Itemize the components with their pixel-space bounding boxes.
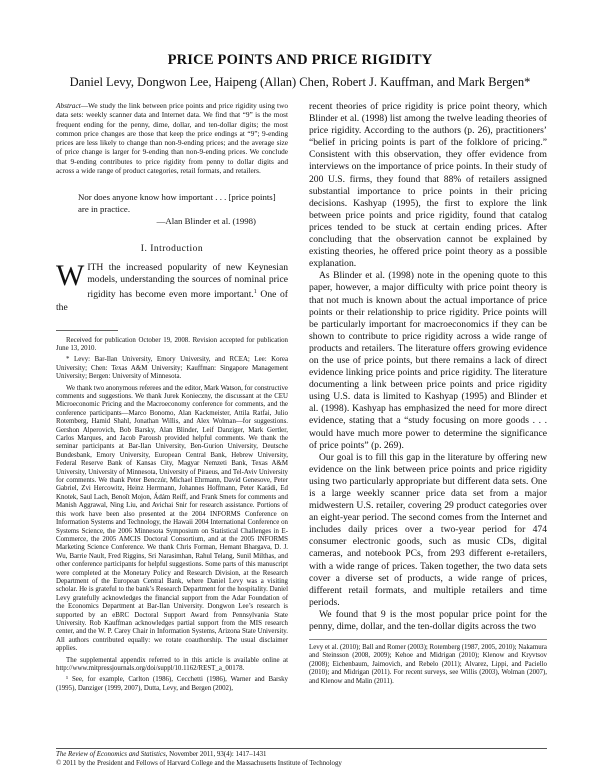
epigraph-attribution: —Alan Blinder et al. (1998) [156,216,256,227]
journal-issue: , November 2011, 93(4): 1417–1431 [165,751,267,758]
left-column [56,101,288,696]
intro-lead: ITH the increased popularity of new Keynesian models, understanding the sources of nominal price rigidity has become even more important. [87,262,288,301]
footnote-marker: 1 [253,289,257,296]
abstract-text: —We study the link between price points and price rigidity using two data sets: weekly scanner data and Internet data. We find that “9” is the most frequent ending for the penny, dime, dollar, and ten-dollar digits; the most common price changes are those that keep the price endings at “9”; 9-ending prices are less likely to change than non-9-ending prices; and the average size of price change is larger for 9-ending than non-9-ending prices. We conclude that 9-ending contributes to price rigidity from penny to dollar digits and across a wide range of product categories, retail formats, and retailers. [56,101,288,176]
body-paragraph-1: recent theories of price rigidity is price point theory, which Blinder et al. (1998) list among the twelve leading theories of price rigidity. According to the authors (p. 26), practitioners’ “belief in pricing points is part of the folklore of pricing.” Consistent with this observation, they offer evidence from interviews on the importance of price points. In their study of 200 U.S. firms, they found that 88% of retailers assigned substantial importance to price points in their pricing decisions. Kashyap (1995), the first to explore the link between price points and price rigidity, found that catalog prices tended to be stuck at certain ending prices. After concluding that the observation cannot be explained by existing theories, he offered price point theory as a possible explanation. [309,101,547,270]
epigraph-quote: Nor does anyone know how important . . . [price points] are in practice. [78,192,276,215]
intro-paragraph [56,259,288,313]
body-paragraph-2: As Blinder et al. (1998) note in the opening quote to this paper, however, a major difficulty with price point theory is that not much is known about the actual importance of price points or their relationship to price rigidity. Price points will be particularly important for macroeconomics if they can be shown to contribute to price rigidity across a wide range of products and retailers. The literature offers growing evidence on the use of price points, but there remains a lack of direct evidence linking price points and price rigidity. The literature documenting a link between price points and price rigidity using U.S. data is limited to Kashyap (1995) and Blinder et al. (1998). Kashyap has emphasized the need for more direct evidence, stating that a “study focusing on more goods . . . would have much more power to determine the significance of price points” (p. 269). [309,270,547,451]
intro-tail: One of the [56,289,288,313]
body-paragraph-3: Our goal is to fill this gap in the literature by offering new evidence on the link between price points and price rigidity using two particularly appropriate but different data sets. One is a large weekly scanner price data set from a major midwestern U.S. retailer, covering 29 product categories over an eight-year period. The second comes from the Internet and includes daily prices over a two-year period for 474 consumer electronic goods, such as music CDs, digital cameras, and notebook PCs, from 293 different e-retailers, with a wide range of prices. Taken together, the two data sets cover a diverse set of products, a wide range of prices, different retail formats, and multiple retailers and time periods. [309,451,547,608]
footnote-1: ¹ See, for example, Carlton (1986), Cecchetti (1986), Warner and Barsky (1995), Danziger (1999, 2007), Dutta, Levy, and Bergen (2002), [56,676,288,692]
abstract [56,101,288,175]
abstract-label: Abstract [56,101,81,110]
right-column [309,101,547,633]
journal-name: The Review of Economics and Statistics [56,751,166,758]
journal-footer [56,748,547,768]
copyright-notice: © 2011 by the President and Fellows of Harvard College and the Massachusetts Institute of Technology [56,759,342,767]
journal-citation [56,751,547,760]
drop-cap: W [56,259,85,293]
footnote-received: Received for publication October 19, 2008. Revision accepted for publication June 13, 2010. [56,336,288,352]
body-paragraph-4: We found that 9 is the most popular price point for the penny, dime, dollar, and the ten-dollar digits across the two [309,608,547,633]
footnote-acknowledgments: We thank two anonymous referees and the editor, Mark Watson, for constructive comments and suggestions. We thank Jurek Konieczny, the discussant at the CEU Microeconomic Pricing and the Macroeconomy conference for comments, and the conference participants—Marco Bonomo, Alan Kackmeister, Attila Ratfai, Julio Rotemberg, Hamid Shahl, Jonathan Willis, and Alex Wolman—for suggestions. Gershon Alperovich, Bob Barsky, Alan Blinder, Leif Danziger, Mark Gertler, Carlos Marques, and Jacob Paroush provided helpful comments. We thank the seminar participants at Bar-Ilan University, Ben-Gurion University, Deutsche Bundesbank, Emory University, European Central Bank, Hebrew University, Federal Reserve Bank of Kansas City, Magyar Nemzeti Bank, Texas A&M University, University of Minnesota, University of Piraeus, and Tel-Aviv University for comments. We thank Peter Benczúr, Michael Ehrmann, David Genesove, Peter Gabriel, Zvi Hercowitz, Heinz Herrmann, Johannes Hoffmann, Peter Karádi, Ed Knotek, Saul Lach, Benoît Mojon, Ádám Reiff, and Frank Smets for comments and Manish Aggrawal, Ning Liu, and Avichai Snir for research assistance. Portions of this work have been also presented at the 2004 INFORMS Conference on Information Systems and Technology, the Hawaii 2004 International Conference on Systems Science, the 2006 Minnesota Symposium on Statistical Challenges in E-Commerce, the 2005 AMCIS Doctoral Consortium, and at the 2005 INFORMS Marketing Science Conference. We thank Chris Forman, Hemant Bhargava, D. J. Wu, Barrie Nault, Fred Riggins, Sri Narasimhan, Rahul Telang, Sunil Milthas, and other conference participants for helpful suggestions. Some parts of this manuscript were completed at the Monetary Policy and Research Division, at the Research Department of the European Central Bank, where Daniel Levy was a visiting scholar. He is grateful to the bank’s Research Department for the hospitality. Daniel Levy gratefully acknowledges the financial support from the Adar Foundation of the Economics Department at Bar-Ilan University. Dongwon Lee’s research is supported by an eBRC Doctoral Support Award from Pennsylvania State University. Rob Kauffman acknowledges partial support from the MIS research center, and the W. P. Carey Chair in Information Systems, Arizona State University. All authors contributed equally: we rotate coauthorship. The usual disclaimer applies. [56,384,288,653]
section-heading: I. Introduction [140,244,204,255]
footnote-supplemental: The supplemental appendix referred to in this article is available online at http://www.mitpressjournals.org/doi/suppl/10.1162/REST_a_00178. [56,656,288,672]
paper-title: PRICE POINTS AND PRICE RIGIDITY [167,52,433,68]
footnote-1-continued: Levy et al. (2010); Ball and Romer (2003); Rotemberg (1987, 2005, 2010); Nakamura and Steinsson (2008, 2009); Kehoe and Midrigan (2010); Klenow and Kryvtsov (2008); Eichenbaum, Jaimovich, and Rebelo (2011); Alvarez, Lippi, and Paciello (2010); and Midrigan (2011). For recent surveys, see Willis (2003), Wolman (2007), and Klenow and Malin (2011). [309,644,547,685]
right-footnote-divider [309,639,547,640]
author-list: Daniel Levy, Dongwon Lee, Haipeng (Allan) Chen, Robert J. Kauffman, and Mark Bergen* [69,75,531,89]
footnote-divider [56,330,118,331]
footnote-affiliations: * Levy: Bar-Ilan University, Emory University, and RCEA; Lee: Korea University; Chen: Texas A&M University; Kauffman: Singapore Management University; Bergen: University of Minnesota. [56,356,288,381]
